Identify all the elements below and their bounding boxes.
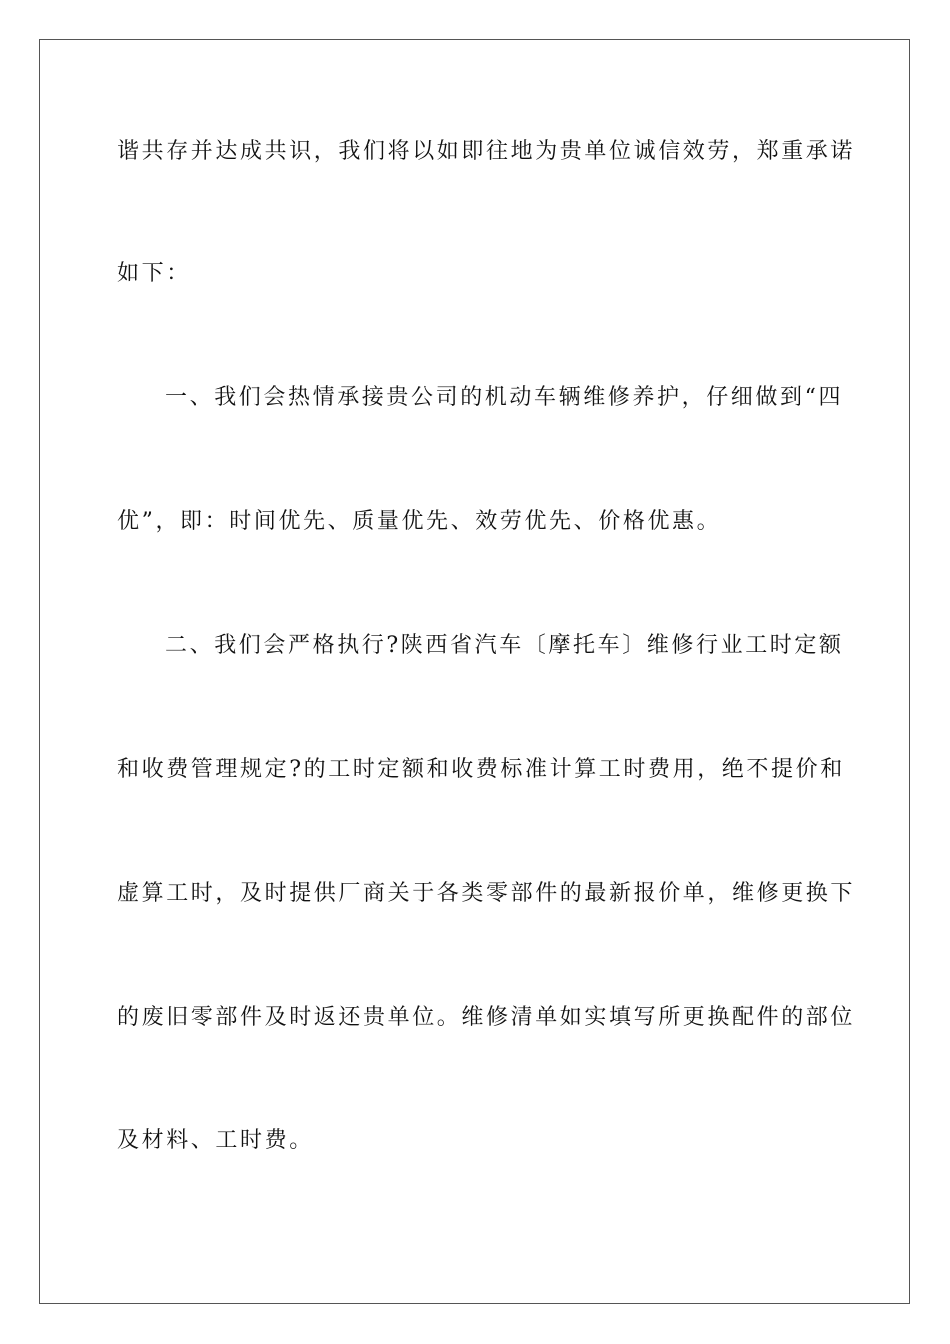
text-line-6: 和收费管理规定?的工时定额和收费标准计算工时费用，绝不提价和	[117, 757, 845, 782]
paragraph-1-start: 一、我们会热情承接贵公司的机动车辆维修养护，仔细做到“四	[165, 385, 844, 410]
paragraph-2-start: 二、我们会严格执行?陕西省汽车〔摩托车〕维修行业工时定额	[165, 633, 844, 658]
text-line-4: 优”，即：时间优先、质量优先、效劳优先、价格优惠。	[117, 509, 722, 534]
text-line-9: 及材料、工时费。	[117, 1128, 314, 1153]
text-line-2: 如下：	[117, 261, 191, 286]
page-border	[39, 39, 910, 1304]
text-line-7: 虚算工时，及时提供厂商关于各类零部件的最新报价单，维修更换下	[117, 881, 856, 906]
text-line-8: 的废旧零部件及时返还贵单位。维修清单如实填写所更换配件的部位	[117, 1005, 856, 1030]
text-line-1: 谐共存并达成共识，我们将以如即往地为贵单位诚信效劳，郑重承诺	[117, 139, 856, 164]
